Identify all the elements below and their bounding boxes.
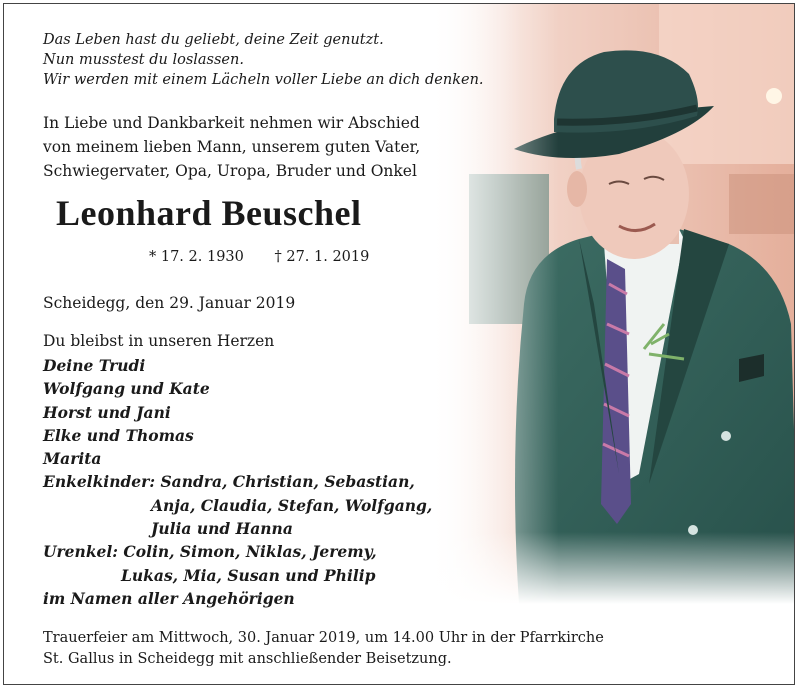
family-line: Marita: [43, 449, 102, 469]
funeral-line: St. Gallus in Scheidegg mit anschließender Beisetzung.: [43, 651, 452, 667]
remembrance-line: Du bleibst in unseren Herzen: [43, 332, 275, 350]
family-line: Julia und Hanna: [151, 519, 293, 539]
family-line: Urenkel: Colin, Simon, Niklas, Jeremy,: [43, 542, 377, 562]
family-line: Wolfgang und Kate: [43, 379, 210, 399]
intro-text: [43, 111, 420, 183]
poem-line: Wir werden mit einem Lächeln voller Liebe an dich denken.: [43, 72, 484, 88]
family-line: Elke und Thomas: [43, 425, 194, 445]
funeral-line: Trauerfeier am Mittwoch, 30. Januar 2019, um 14.00 Uhr in der Pfarrkirche: [43, 630, 604, 646]
deceased-name: Leonhard Beuschel: [56, 193, 362, 233]
poem-line: Nun musstest du loslassen.: [43, 52, 244, 68]
family-list: [43, 354, 432, 610]
family-line: Lukas, Mia, Susan und Philip: [121, 565, 376, 585]
family-line: im Namen aller Angehörigen: [43, 588, 295, 608]
family-line: Anja, Claudia, Stefan, Wolfgang,: [151, 495, 433, 515]
intro-line: von meinem lieben Mann, unserem guten Vater,: [43, 138, 421, 156]
portrait-illustration: [429, 4, 795, 604]
funeral-info: [43, 628, 604, 670]
intro-line: Schwiegervater, Opa, Uropa, Bruder und Onkel: [43, 162, 417, 180]
death-date: † 27. 1. 2019: [274, 249, 370, 265]
birth-date: * 17. 2. 1930: [149, 249, 244, 265]
family-line: Enkelkinder: Sandra, Christian, Sebastian,: [43, 472, 415, 492]
family-line: Deine Trudi: [43, 356, 146, 375]
poem: [43, 30, 484, 90]
poem-line: Das Leben hast du geliebt, deine Zeit genutzt.: [43, 32, 384, 48]
obituary-frame: [3, 3, 795, 685]
intro-line: In Liebe und Dankbarkeit nehmen wir Abschied: [43, 114, 420, 132]
life-dates: [149, 249, 395, 265]
place-date: Scheidegg, den 29. Januar 2019: [43, 294, 296, 312]
family-line: Horst und Jani: [43, 402, 171, 422]
portrait-photo: [429, 4, 795, 604]
